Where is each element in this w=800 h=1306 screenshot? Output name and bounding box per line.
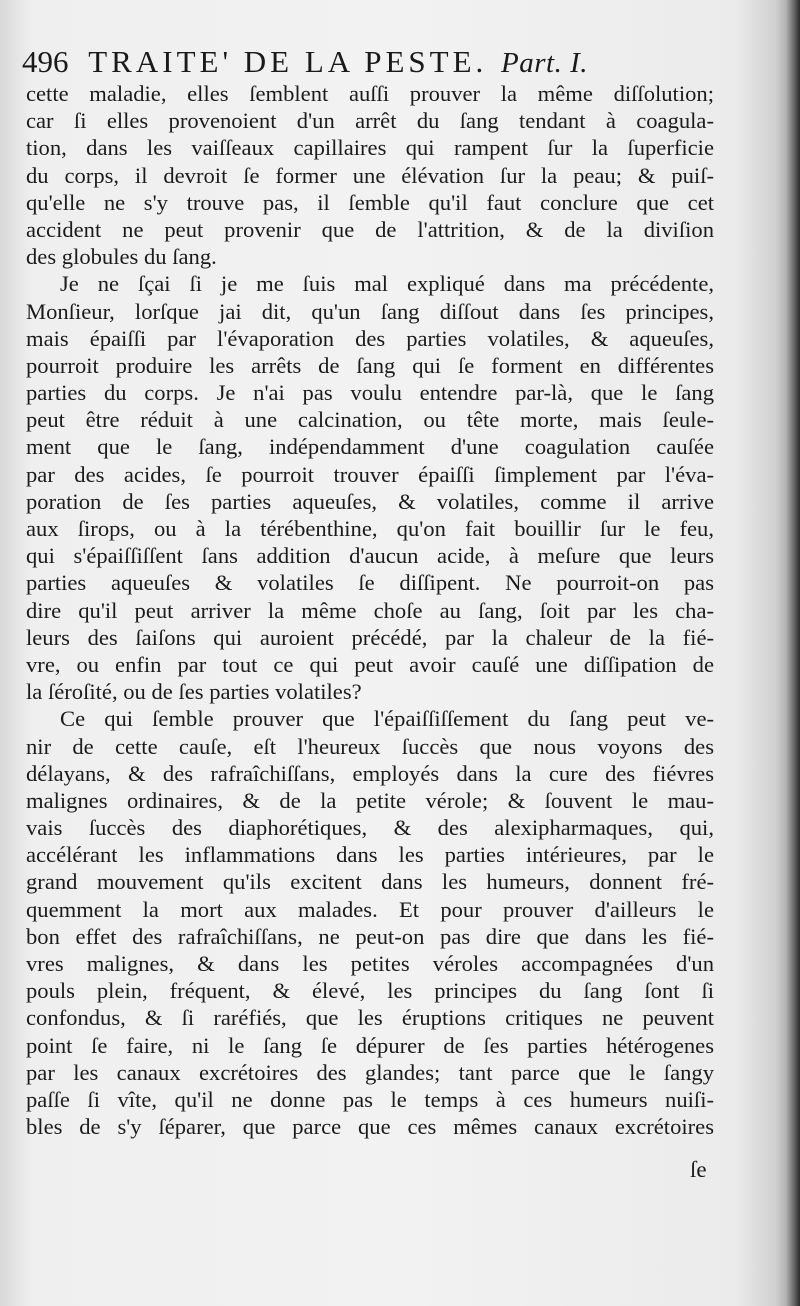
text-line: parties du corps. Je n'ai pas voulu entendre par-là, que le ſang bbox=[26, 380, 714, 406]
text-line: grand mouvement qu'ils excitent dans les humeurs, donnent fré- bbox=[26, 869, 714, 895]
running-title: TRAITE' DE LA PESTE. bbox=[88, 44, 488, 79]
text-line: mais épaiſſi par l'évaporation des parties volatiles, & aqueuſes, bbox=[26, 325, 714, 351]
text-line: cette maladie, elles ſemblent auſſi prouver la même diſſolution; bbox=[26, 81, 714, 106]
text-line: bles de s'y ſéparer, que parce que ces mêmes canaux excrétoires bbox=[26, 1114, 714, 1140]
text-line: du corps, il devroit ſe former une élévation ſur la peau; & puiſ- bbox=[26, 162, 714, 188]
text-line: délayans, & des rafraîchiſſans, employés dans la cure des fiévres bbox=[26, 760, 714, 786]
text-line: malignes ordinaires, & de la petite vérole; & ſouvent le mau- bbox=[26, 787, 714, 813]
text-line: point ſe faire, ni le ſang ſe dépurer de ſes parties hétérogenes bbox=[26, 1032, 714, 1058]
text-line bbox=[26, 1140, 714, 1167]
page-edge-shadow bbox=[786, 0, 800, 1306]
body-text bbox=[26, 80, 714, 1168]
text-line: pouls plein, fréquent, & élevé, les principes du ſang ſont ſi bbox=[26, 978, 714, 1004]
text-line: car ſi elles provenoient d'un arrêt du ſang tendant à coagula- bbox=[26, 108, 714, 134]
text-line: parties aqueuſes & volatiles ſe diſſipent. Ne pourroit-on pas bbox=[26, 570, 714, 596]
text-line: pourroit produire les arrêts de ſang qui ſe forment en différentes bbox=[26, 352, 714, 378]
text-line: peut être réduit à une calcination, ou tête morte, mais ſeule- bbox=[26, 407, 714, 433]
page-number: 496 bbox=[22, 44, 69, 79]
text-line: accélérant les inflammations dans les parties intérieures, par le bbox=[26, 842, 714, 868]
text-line: par les canaux excrétoires des glandes; tant parce que le ſangy bbox=[26, 1059, 714, 1085]
text-line: bon effet des rafraîchiſſans, ne peut-on pas dire que dans les fié- bbox=[26, 923, 714, 949]
catchword: ſe bbox=[690, 1157, 707, 1182]
text-line: ment que le ſang, indépendamment d'une coagulation cauſée bbox=[26, 434, 714, 460]
text-line: Je ne ſçai ſi je me ſuis mal expliqué dans ma précédente, bbox=[60, 271, 714, 297]
text-line: dire qu'il peut arriver la même choſe au ſang, ſoit par les cha- bbox=[26, 597, 714, 623]
text-line: confondus, & ſi raréfiés, que les éruptions critiques ne peuvent bbox=[26, 1005, 714, 1031]
text-line: qu'elle ne s'y trouve pas, il ſemble qu'il faut conclure que cet bbox=[26, 189, 714, 215]
text-line: tion, dans les vaiſſeaux capillaires qui rampent ſur la ſuperficie bbox=[26, 135, 714, 161]
text-line: qui s'épaiſſiſſent ſans addition d'aucun acide, à meſure que leurs bbox=[26, 543, 714, 569]
text-line: Monſieur, lorſque jai dit, qu'un ſang diſſout dans ſes principes, bbox=[26, 298, 714, 324]
text-line: la ſéroſité, ou de ſes parties volatiles? bbox=[26, 679, 362, 705]
text-line: paſſe ſi vîte, qu'il ne donne pas le temps à ces humeurs nuiſi- bbox=[26, 1086, 714, 1112]
text-line: Ce qui ſemble prouver que l'épaiſſiſſement du ſang peut ve- bbox=[60, 706, 714, 732]
text-line: accident ne peut provenir que de l'attrition, & de la diviſion bbox=[26, 216, 714, 242]
text-line: vres malignes, & dans les petites véroles accompagnées d'un bbox=[26, 951, 714, 976]
text-line: nir de cette cauſe, eſt l'heureux ſuccès que nous voyons des bbox=[26, 733, 714, 759]
text-line: leurs des ſaiſons qui auroient précédé, par la chaleur de la fié- bbox=[26, 624, 714, 650]
text-line: par des acides, ſe pourroit trouver épaiſſi ſimplement par l'éva- bbox=[26, 461, 714, 487]
part-label: Part. I. bbox=[501, 47, 588, 79]
text-line: quemment la mort aux malades. Et pour prouver d'ailleurs le bbox=[26, 896, 714, 922]
text-line: poration de ſes parties aqueuſes, & volatiles, comme il arrive bbox=[26, 488, 714, 514]
text-line: vais ſuccès des diaphorétiques, & des alexipharmaques, qui, bbox=[26, 815, 714, 841]
text-line: aux ſirops, ou à la térébenthine, qu'on fait bouillir ſur le feu, bbox=[26, 516, 714, 541]
running-header bbox=[22, 44, 742, 80]
text-line: des globules du ſang. bbox=[26, 244, 217, 270]
text-line: vre, ou enfin par tout ce qui peut avoir cauſé une diſſipation de bbox=[26, 651, 714, 677]
